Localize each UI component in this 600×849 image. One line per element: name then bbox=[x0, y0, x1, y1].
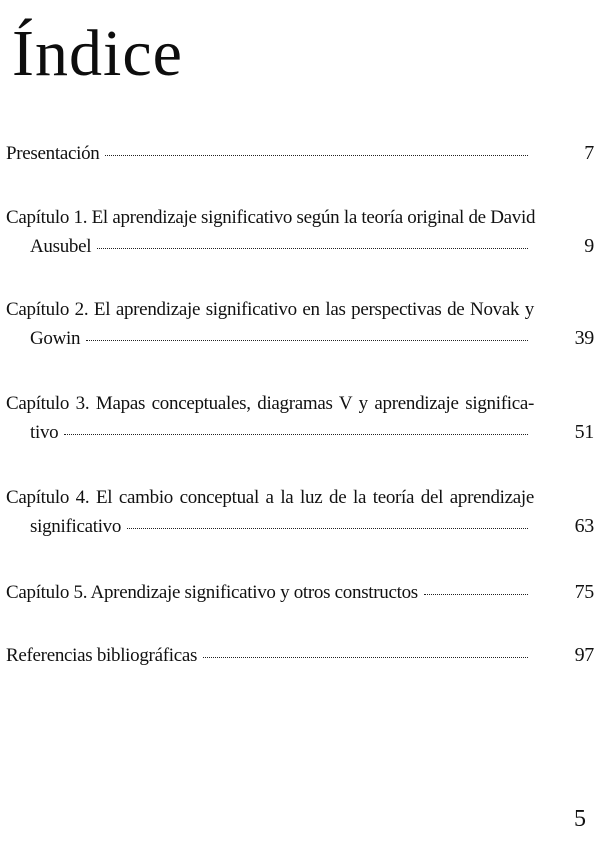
toc-entry-title: Presentación bbox=[6, 143, 100, 164]
dot-leader bbox=[64, 433, 528, 435]
toc-entry-title-continued: tivo bbox=[30, 422, 59, 443]
toc-entry-capitulo-1[interactable] bbox=[6, 204, 596, 261]
toc-entry-title: Capítulo 1. El aprendizaje significativo según la teoría original de David bbox=[6, 207, 536, 228]
toc-entry-title-continued: Gowin bbox=[30, 328, 81, 349]
toc-entry-capitulo-2[interactable] bbox=[6, 296, 596, 353]
dot-leader bbox=[424, 593, 528, 595]
toc-entry-capitulo-5[interactable] bbox=[6, 578, 596, 607]
page-title: Índice bbox=[12, 17, 183, 90]
toc-page-number: 97 bbox=[574, 644, 594, 666]
dot-leader bbox=[203, 656, 528, 658]
toc-page-number: 51 bbox=[574, 421, 594, 443]
dot-leader bbox=[127, 527, 528, 529]
toc-entry-referencias[interactable] bbox=[6, 641, 596, 670]
toc-entry-title: Capítulo 5. Aprendizaje significativo y otros constructos bbox=[6, 582, 418, 603]
dot-leader bbox=[97, 247, 528, 249]
toc-entry-presentacion[interactable] bbox=[6, 139, 596, 168]
toc-entry-title-continued: Ausubel bbox=[30, 236, 92, 257]
toc-entry-title: Capítulo 3. Mapas conceptuales, diagramas V y aprendizaje significa- bbox=[6, 393, 534, 414]
toc-page-number: 9 bbox=[584, 235, 594, 257]
folio-page-number: 5 bbox=[574, 806, 586, 832]
toc-page-number: 75 bbox=[574, 581, 594, 603]
dot-leader bbox=[86, 339, 528, 341]
toc-entry-title-continued: significativo bbox=[30, 516, 122, 537]
dot-leader bbox=[105, 154, 528, 156]
toc-entry-title: Capítulo 2. El aprendizaje significativo en las perspectivas de Novak y bbox=[6, 299, 534, 320]
toc-page-number: 39 bbox=[574, 327, 594, 349]
toc-entry-capitulo-3[interactable] bbox=[6, 390, 596, 447]
toc-page-number: 7 bbox=[584, 142, 594, 164]
toc-page-number: 63 bbox=[574, 515, 594, 537]
toc-entry-title: Referencias bibliográficas bbox=[6, 645, 198, 666]
toc-entry-title: Capítulo 4. El cambio conceptual a la luz de la teoría del aprendizaje bbox=[6, 487, 534, 508]
toc-entry-capitulo-4[interactable] bbox=[6, 484, 596, 541]
